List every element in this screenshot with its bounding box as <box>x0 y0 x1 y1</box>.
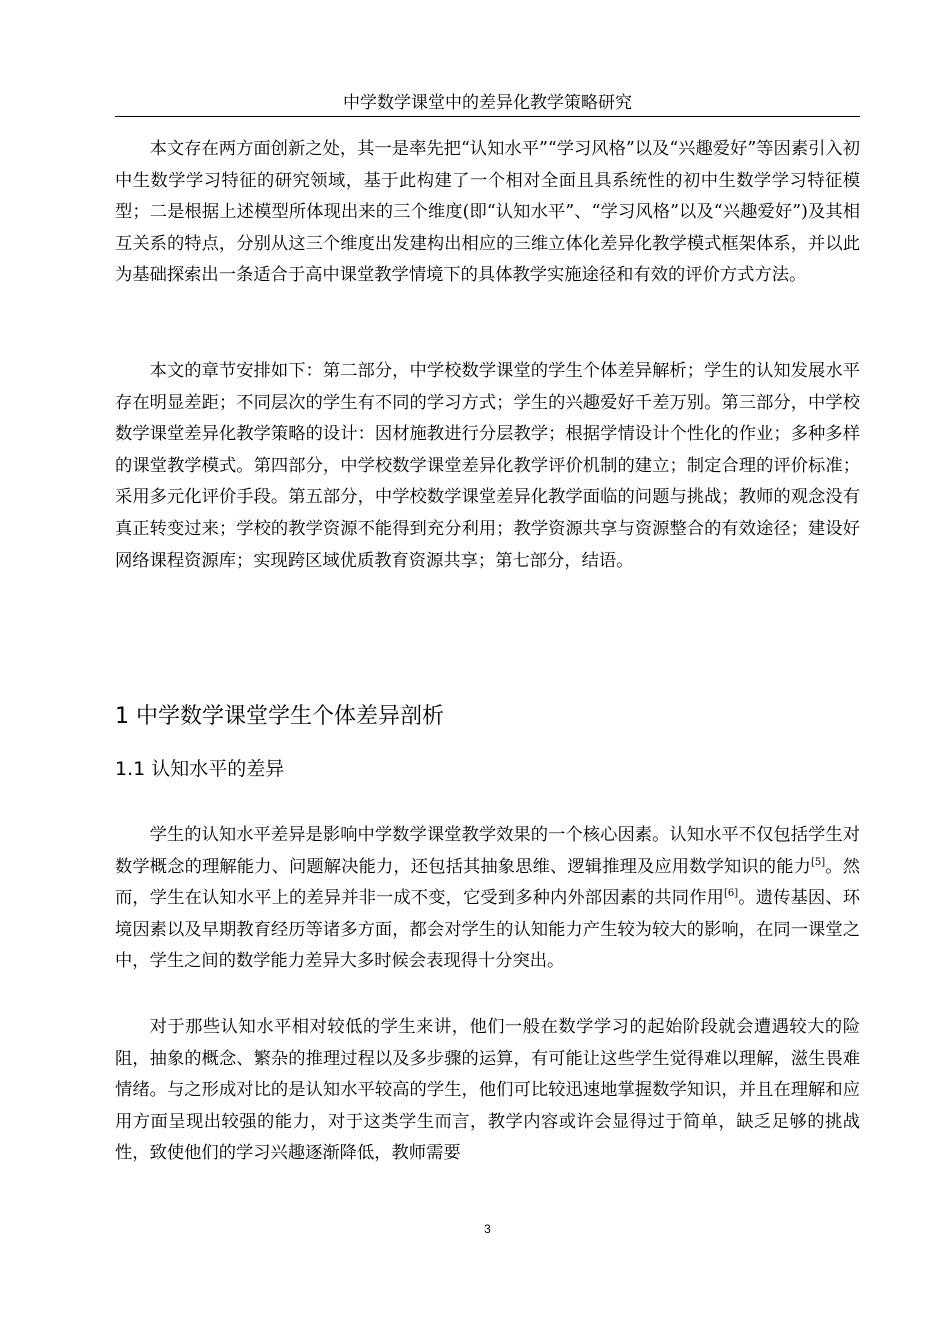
section-heading: 1 中学数学课堂学生个体差异剖析 <box>115 704 444 729</box>
citation-6: [6] <box>724 888 739 900</box>
intro-paragraph-chapters: 本文的章节安排如下：第二部分，中学校数学课堂的学生个体差异解析；学生的认知发展水平存在明显差距；不同层次的学生有不同的学习方式；学生的兴趣爱好千差万别。第三部分，中学校数学课堂差异化教学策略的设计：因材施教进行分层教学；根据学情设计个性化的作业；多种多样的课堂教学模式。第四部分，中学校数学课堂差异化教学评价机制的建立；制定合理的评价标准；采用多元化评价手段。第五部分，中学校数学课堂差异化教学面临的问题与挑战；教师的观念没有真正转变过来；学校的教学资源不能得到充分利用；教学资源共享与资源整合的有效途径；建设好网络课程资源库；实现跨区域优质教育资源共享；第七部分，结语。 <box>115 361 860 571</box>
body-paragraph-low-level: 对于那些认知水平相对较低的学生来讲，他们一般在数学学习的起始阶段就会遭遇较大的险阻，抽象的概念、繁杂的推理过程以及多步骤的运算，有可能让这些学生觉得难以理解，滋生畏难情绪。与之形成对比的是认知水平较高的学生，他们可比较迅速地掌握数学知识，并且在理解和应用方面呈现出较强的能力，对于这类学生而言，教学内容或许会显得过于简单，缺乏足够的挑战性，致使他们的学习兴趣逐渐降低，教师需要 <box>115 1017 860 1164</box>
paragraph-text: 。遗传基因、环境因素以及早期教育经历等诸多方面，都会对学生的认知能力产生较为较大的影响，在同一课堂之中，学生之间的数学能力差异大多时候会表现得十分突出。 <box>115 888 860 972</box>
paragraph-text: 学生的认知水平差异是影响中学数学课堂教学效果的一个核心因素。认知水平不仅包括学生对数学概念的理解能力、问题解决能力，还包括其抽象思维、逻辑推理及应用数学知识的能力 <box>115 825 860 877</box>
running-header: 中学数学课堂中的差异化教学策略研究 <box>343 93 632 113</box>
subsection-heading: 1.1 认知水平的差异 <box>115 758 285 780</box>
header-rule <box>115 116 860 117</box>
body-paragraph-cognitive <box>115 820 860 978</box>
intro-paragraph-innovation: 本文存在两方面创新之处，其一是率先把“认知水平”“学习风格”以及“兴趣爱好”等因素引入初中生数学学习特征的研究领域，基于此构建了一个相对全面且具系统性的初中生数学学习特征模型；二是根据上述模型所体现出来的三个维度(即“认知水平”、“学习风格”以及“兴趣爱好”)及其相互关系的特点，分别从这三个维度出发建构出相应的三维立体化差异化教学模式框架体系，并以此为基础探索出一条适合于高中课堂教学情境下的具体教学实施途径和有效的评价方式方法。 <box>115 139 860 286</box>
citation-5: [5] <box>811 856 826 868</box>
paragraph-text: 。然而，学生在认知水平上的差异并非一成不变，它受到多种内外部因素的共同作用 <box>115 856 860 909</box>
page-number: 3 <box>484 1222 491 1236</box>
